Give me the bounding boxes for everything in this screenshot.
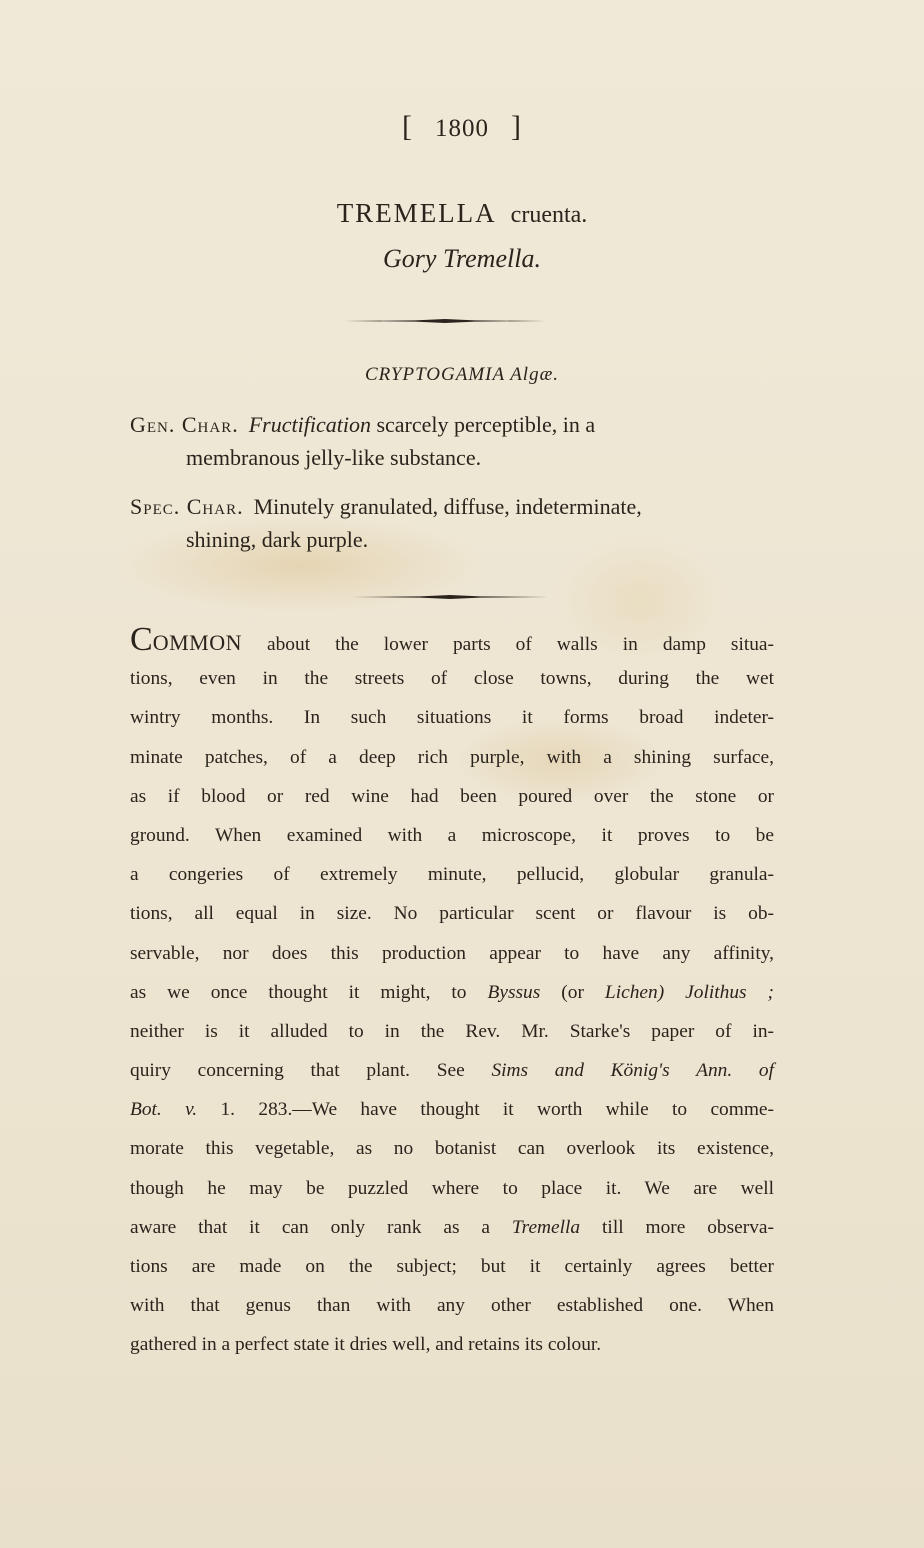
gen-char-term: Fructification: [248, 412, 371, 437]
spec-char-line2: shining, dark purple.: [186, 527, 369, 552]
plate-number: [0, 110, 924, 144]
description-text: [130, 620, 774, 1365]
reference-volume: Bot. v.: [130, 1099, 198, 1121]
genus-tremella: Tremella: [511, 1216, 581, 1238]
body-line-16-b: till more observa-: [602, 1216, 774, 1238]
species-title: [0, 198, 924, 229]
body-line-1: [130, 620, 774, 659]
body-line-7: a congeries of extremely minute, pellucid, globular granula-: [130, 864, 774, 886]
body-line-19: gathered in a perfect state it dries well, and retains its colour.: [130, 1334, 602, 1356]
body-line-14: morate this vegetable, as no botanist can overlook its existence,: [130, 1138, 774, 1160]
body-line-17: tions are made on the subject; but it certainly agrees better: [130, 1256, 774, 1277]
gen-char-label: Gen. Char.: [130, 412, 239, 437]
classification: [0, 364, 924, 386]
body-line-10-a: as we once thought it might, to: [130, 981, 467, 1003]
open-bracket: [: [402, 110, 413, 143]
gen-char-line2: membranous jelly-like substance.: [186, 445, 482, 470]
body-line-2: tions, even in the streets of close towns, during the wet: [130, 668, 774, 690]
class-name: CRYPTOGAMIA: [364, 364, 505, 385]
reference-sims-konig: Sims and König's Ann. of: [491, 1060, 774, 1082]
drop-cap: C: [130, 621, 153, 658]
ornamental-rule-bottom: [352, 594, 548, 597]
genus-lichen: Lichen): [604, 981, 665, 1003]
body-line-16-a: aware that it can only rank as a: [130, 1216, 490, 1238]
close-bracket: ]: [511, 110, 522, 143]
ornamental-rule-top: [345, 318, 545, 321]
spec-char-line1: Minutely granulated, diffuse, indeterminate,: [253, 494, 642, 519]
body-line-18: with that genus than with any other established one. When: [130, 1295, 774, 1317]
body-line-9: servable, nor does this production appear to have any affinity,: [130, 942, 774, 964]
body-line-10: [130, 973, 774, 1012]
body-line-11: neither is it alluded to in the Rev. Mr. Starke's paper of in-: [130, 1020, 774, 1042]
body-line-1-text: about the lower parts of walls in damp situa-: [267, 634, 774, 655]
genus-name: TREMELLA: [336, 198, 497, 228]
species-jolithus: Jolithus ;: [685, 981, 775, 1003]
body-line-13-a: 1. 283.—We have thought it worth while to comme-: [220, 1099, 774, 1121]
body-line-3: wintry months. In such situations it forms broad indeter-: [130, 707, 774, 729]
body-line-12-a: quiry concerning that plant. See: [130, 1060, 465, 1082]
body-line-13: [130, 1090, 774, 1129]
common-name: Gory Tremella.: [383, 244, 541, 273]
body-line-4: minate patches, of a deep rich purple, with a shining surface,: [130, 746, 774, 768]
body-line-6: ground. When examined with a microscope, it proves to be: [130, 824, 774, 846]
genus-byssus: Byssus: [487, 981, 541, 1003]
body-line-8: tions, all equal in size. No particular scent or flavour is ob-: [130, 903, 774, 925]
generic-character: [130, 408, 770, 474]
species-epithet: cruenta.: [510, 202, 588, 228]
cap-word: OMMON: [152, 630, 242, 655]
plate-number-value: 1800: [435, 115, 489, 142]
body-line-16: [130, 1208, 774, 1247]
body-line-12: [130, 1051, 774, 1090]
spec-char-label: Spec. Char.: [130, 494, 244, 519]
body-line-15: though he may be puzzled where to place it. We are well: [130, 1177, 774, 1199]
order-name: Algæ.: [510, 364, 560, 385]
body-line-5: as if blood or red wine had been poured over the stone or: [130, 785, 774, 807]
specific-character: [130, 490, 770, 556]
body-line-10-b: (or: [561, 981, 584, 1003]
gen-char-line1: scarcely perceptible, in a: [376, 412, 596, 437]
